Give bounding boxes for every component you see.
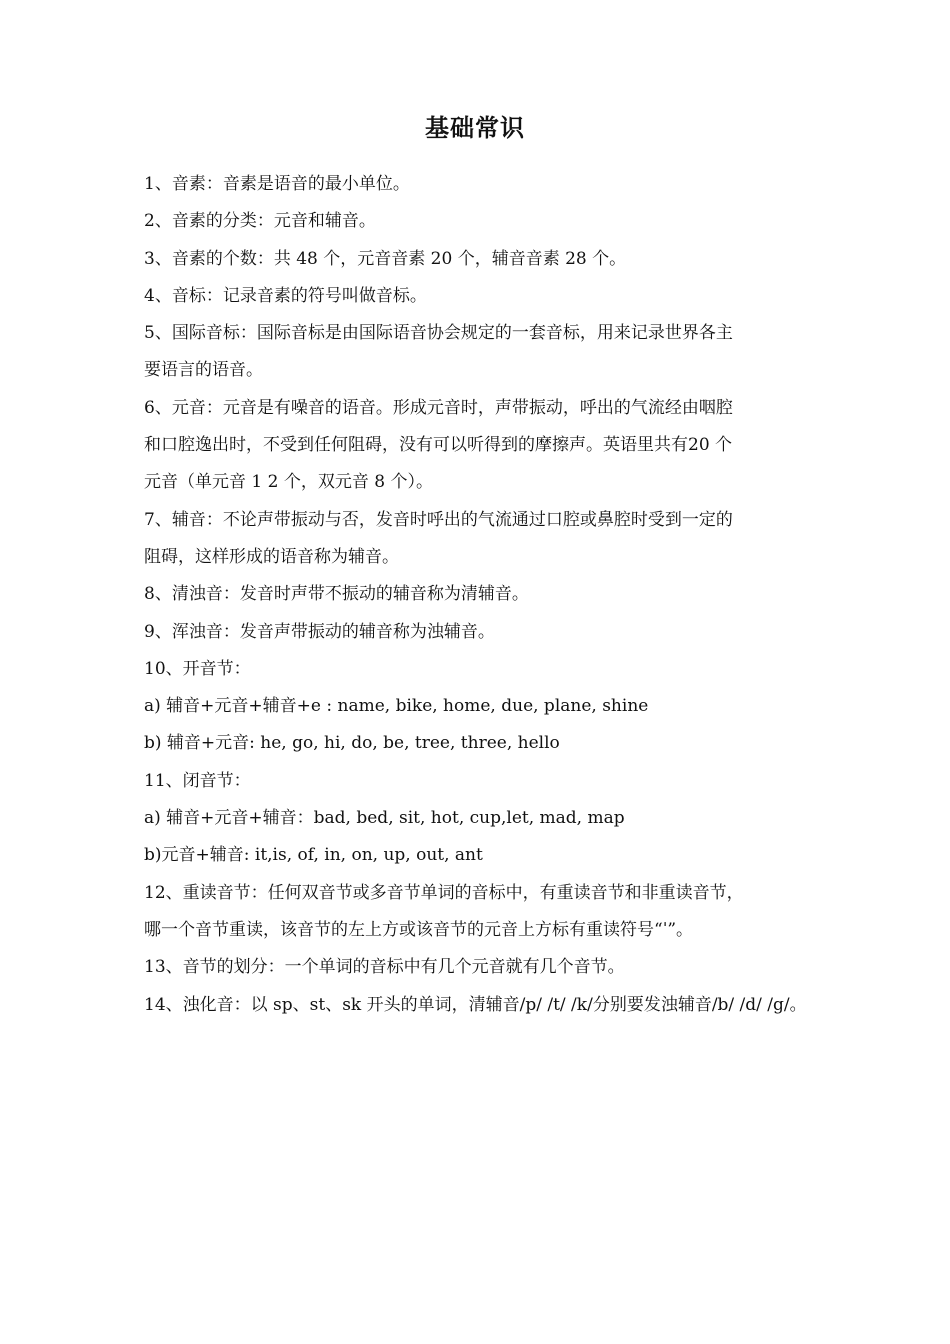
text-line: 14、浊化音：以 sp、st、sk 开头的单词，清辅音/p/ /t/ /k/分别要发浊辅音/b/ /d/ /g/。 (144, 994, 807, 1015)
text-line: 13、音节的划分：一个单词的音标中有几个元音就有几个音节。 (144, 957, 625, 978)
text-line: 要语言的语音。 (144, 360, 263, 381)
text-line: 元音（单元音 1 2 个，双元音 8 个）。 (144, 472, 433, 493)
text-line: 11、闭音节： (144, 770, 251, 791)
text-line: 阻碍，这样形成的语音称为辅音。 (144, 546, 399, 567)
document-body (144, 166, 814, 1024)
text-line: 10、开音节： (144, 658, 251, 679)
text-line: b)元音+辅音: it,is, of, in, on, up, out, ant (144, 845, 483, 866)
text-line: a) 辅音+元音+辅音：bad, bed, sit, hot, cup,let, mad, map (144, 808, 625, 829)
text-line: 和口腔逸出时，不受到任何阻碍，没有可以听得到的摩擦声。英语里共有20 个 (144, 435, 733, 456)
text-line: 9、浑浊音：发音声带振动的辅音称为浊辅音。 (144, 621, 495, 642)
text-line: 8、清浊音：发音时声带不振动的辅音称为清辅音。 (144, 584, 529, 605)
page-title: 基础常识 (425, 114, 525, 142)
text-line: 3、音素的个数：共 48 个，元音音素 20 个，辅音音素 28 个。 (144, 248, 627, 269)
text-line: 2、音素的分类：元音和辅音。 (144, 211, 376, 232)
text-line: 12、重读音节：任何双音节或多音节单词的音标中，有重读音节和非重读音节， (144, 882, 744, 903)
text-line: 5、国际音标：国际音标是由国际语音协会规定的一套音标，用来记录世界各主 (144, 323, 733, 344)
text-line: 1、音素：音素是语音的最小单位。 (144, 174, 410, 194)
text-line: 4、音标：记录音素的符号叫做音标。 (144, 285, 427, 306)
text-line: 哪一个音节重读，该音节的左上方或该音节的元音上方标有重读符号“ˈ”。 (144, 919, 694, 940)
text-line: b) 辅音+元音: he, go, hi, do, be, tree, three, hello (144, 733, 560, 754)
text-line: 7、辅音：不论声带振动与否，发音时呼出的气流通过口腔或鼻腔时受到一定的 (144, 509, 733, 530)
text-line: a) 辅音+元音+辅音+e : name, bike, home, due, plane, shine (144, 696, 649, 717)
text-line: 6、元音：元音是有噪音的语音。形成元音时，声带振动，呼出的气流经由咽腔 (144, 397, 733, 418)
